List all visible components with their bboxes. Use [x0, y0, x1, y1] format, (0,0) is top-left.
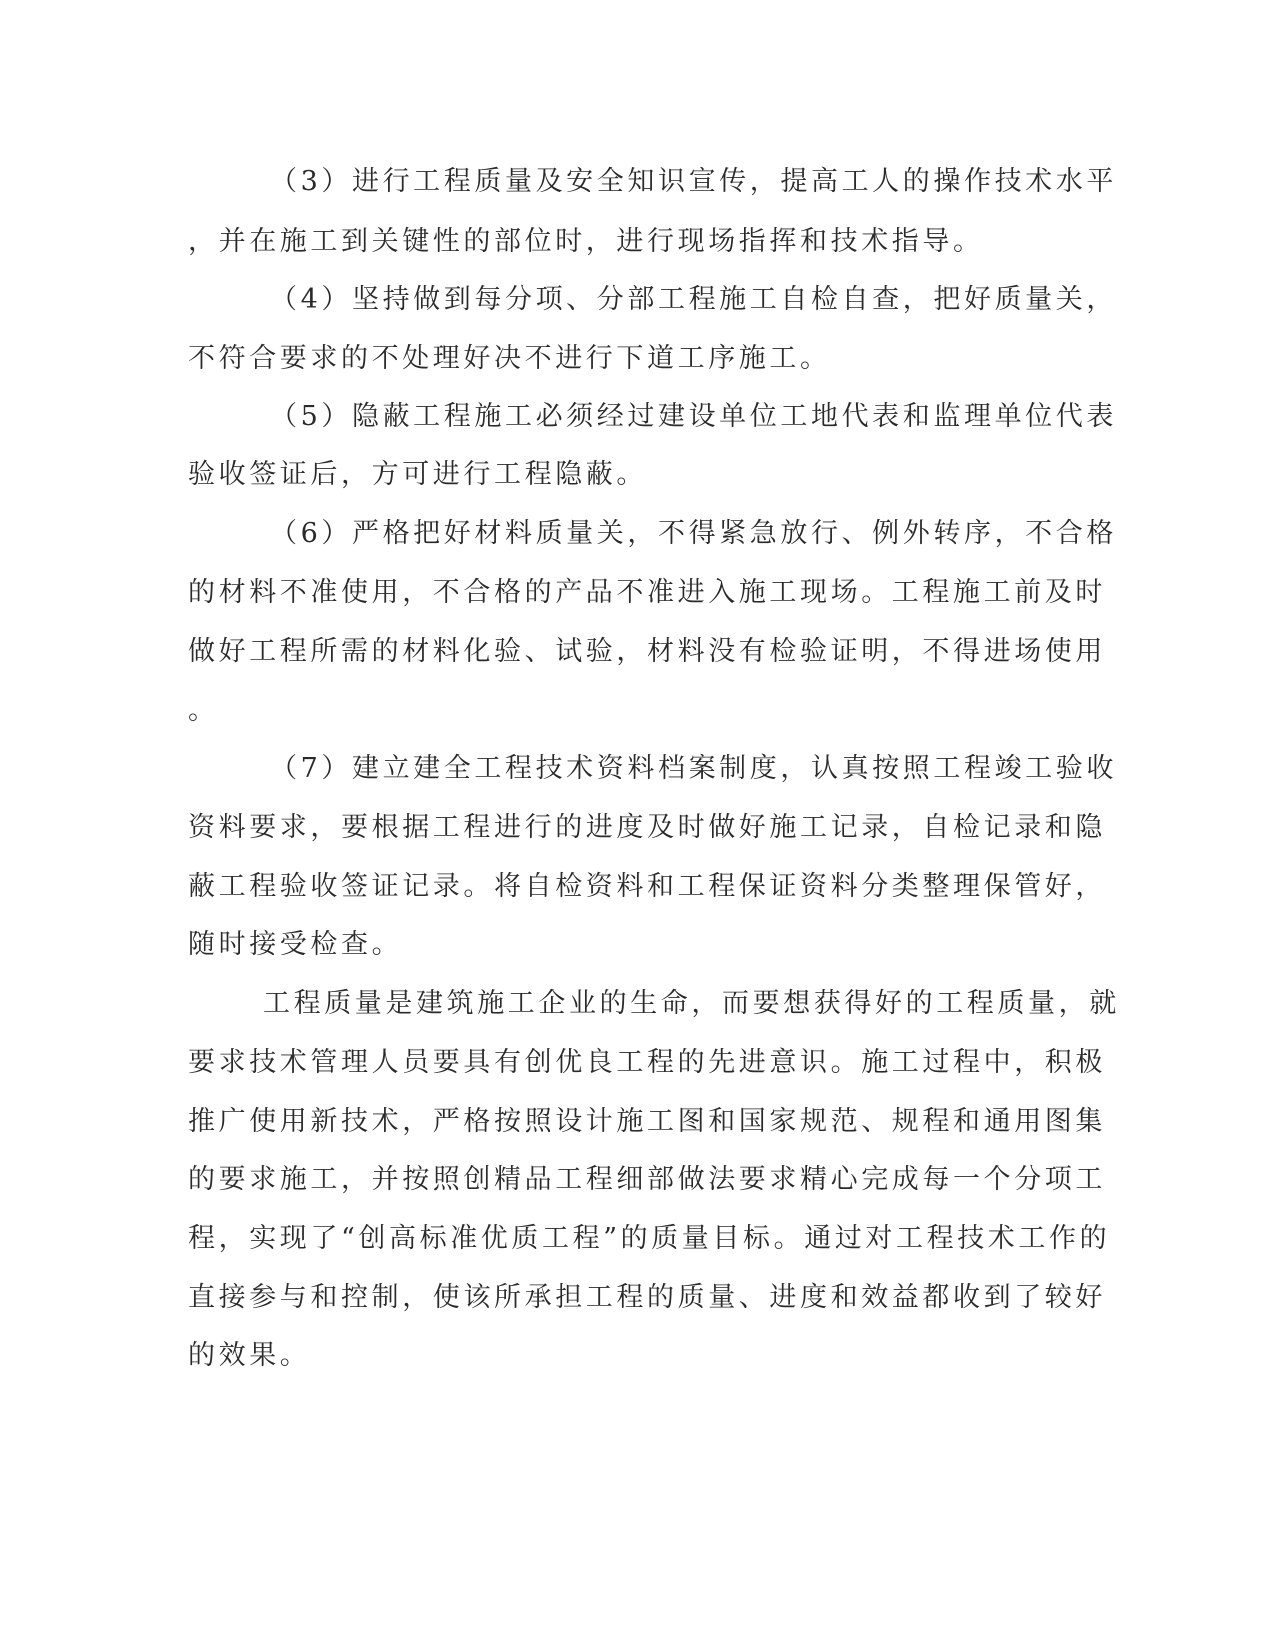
item-5-line-1: （5）隐蔽工程施工必须经过建设单位工地代表和监理单位代表 — [270, 401, 1117, 432]
item-7-line-1: （7）建立建全工程技术资料档案制度，认真按照工程竣工验收 — [270, 753, 1117, 784]
item-5-line-2: 验收签证后，方可进行工程隐蔽。 — [188, 459, 647, 490]
item-7-line-4: 随时接受检查。 — [188, 929, 403, 960]
item-6-line-4: 。 — [188, 695, 219, 726]
item-4-line-2: 不符合要求的不处理好决不进行下道工序施工。 — [188, 343, 831, 374]
summary-line-7: 的效果。 — [188, 1340, 311, 1371]
summary-line-4: 的要求施工，并按照创精品工程细部做法要求精心完成每一个分项工 — [188, 1164, 1106, 1195]
item-6-line-1: （6）严格把好材料质量关，不得紧急放行、例外转序，不合格 — [270, 518, 1117, 549]
summary-line-2: 要求技术管理人员要具有创优良工程的先进意识。施工过程中，积极 — [188, 1047, 1106, 1078]
summary-line-3: 推广使用新技术，严格按照设计施工图和国家规范、规程和通用图集 — [188, 1106, 1106, 1137]
item-3-line-2: ，并在施工到关键性的部位时，进行现场指挥和技术指导。 — [188, 226, 984, 257]
item-3-line-1: （3）进行工程质量及安全知识宣传，提高工人的操作技术水平 — [270, 166, 1117, 197]
item-7-line-2: 资料要求，要根据工程进行的进度及时做好施工记录，自检记录和隐 — [188, 812, 1106, 843]
item-6-line-3: 做好工程所需的材料化验、试验，材料没有检验证明，不得进场使用 — [188, 636, 1106, 667]
item-4-line-1: （4）坚持做到每分项、分部工程施工自检自查，把好质量关， — [270, 284, 1117, 315]
summary-line-6: 直接参与和控制，使该所承担工程的质量、进度和效益都收到了较好 — [188, 1282, 1106, 1313]
summary-line-5: 程，实现了“创高标准优质工程”的质量目标。通过对工程技术工作的 — [188, 1223, 1111, 1254]
item-7-line-3: 蔽工程验收签证记录。将自检资料和工程保证资料分类整理保管好， — [188, 871, 1106, 902]
summary-line-1: 工程质量是建筑施工企业的生命，而要想获得好的工程质量，就 — [263, 988, 1120, 1019]
item-6-line-2: 的材料不准使用，不合格的产品不准进入施工现场。工程施工前及时 — [188, 577, 1106, 608]
